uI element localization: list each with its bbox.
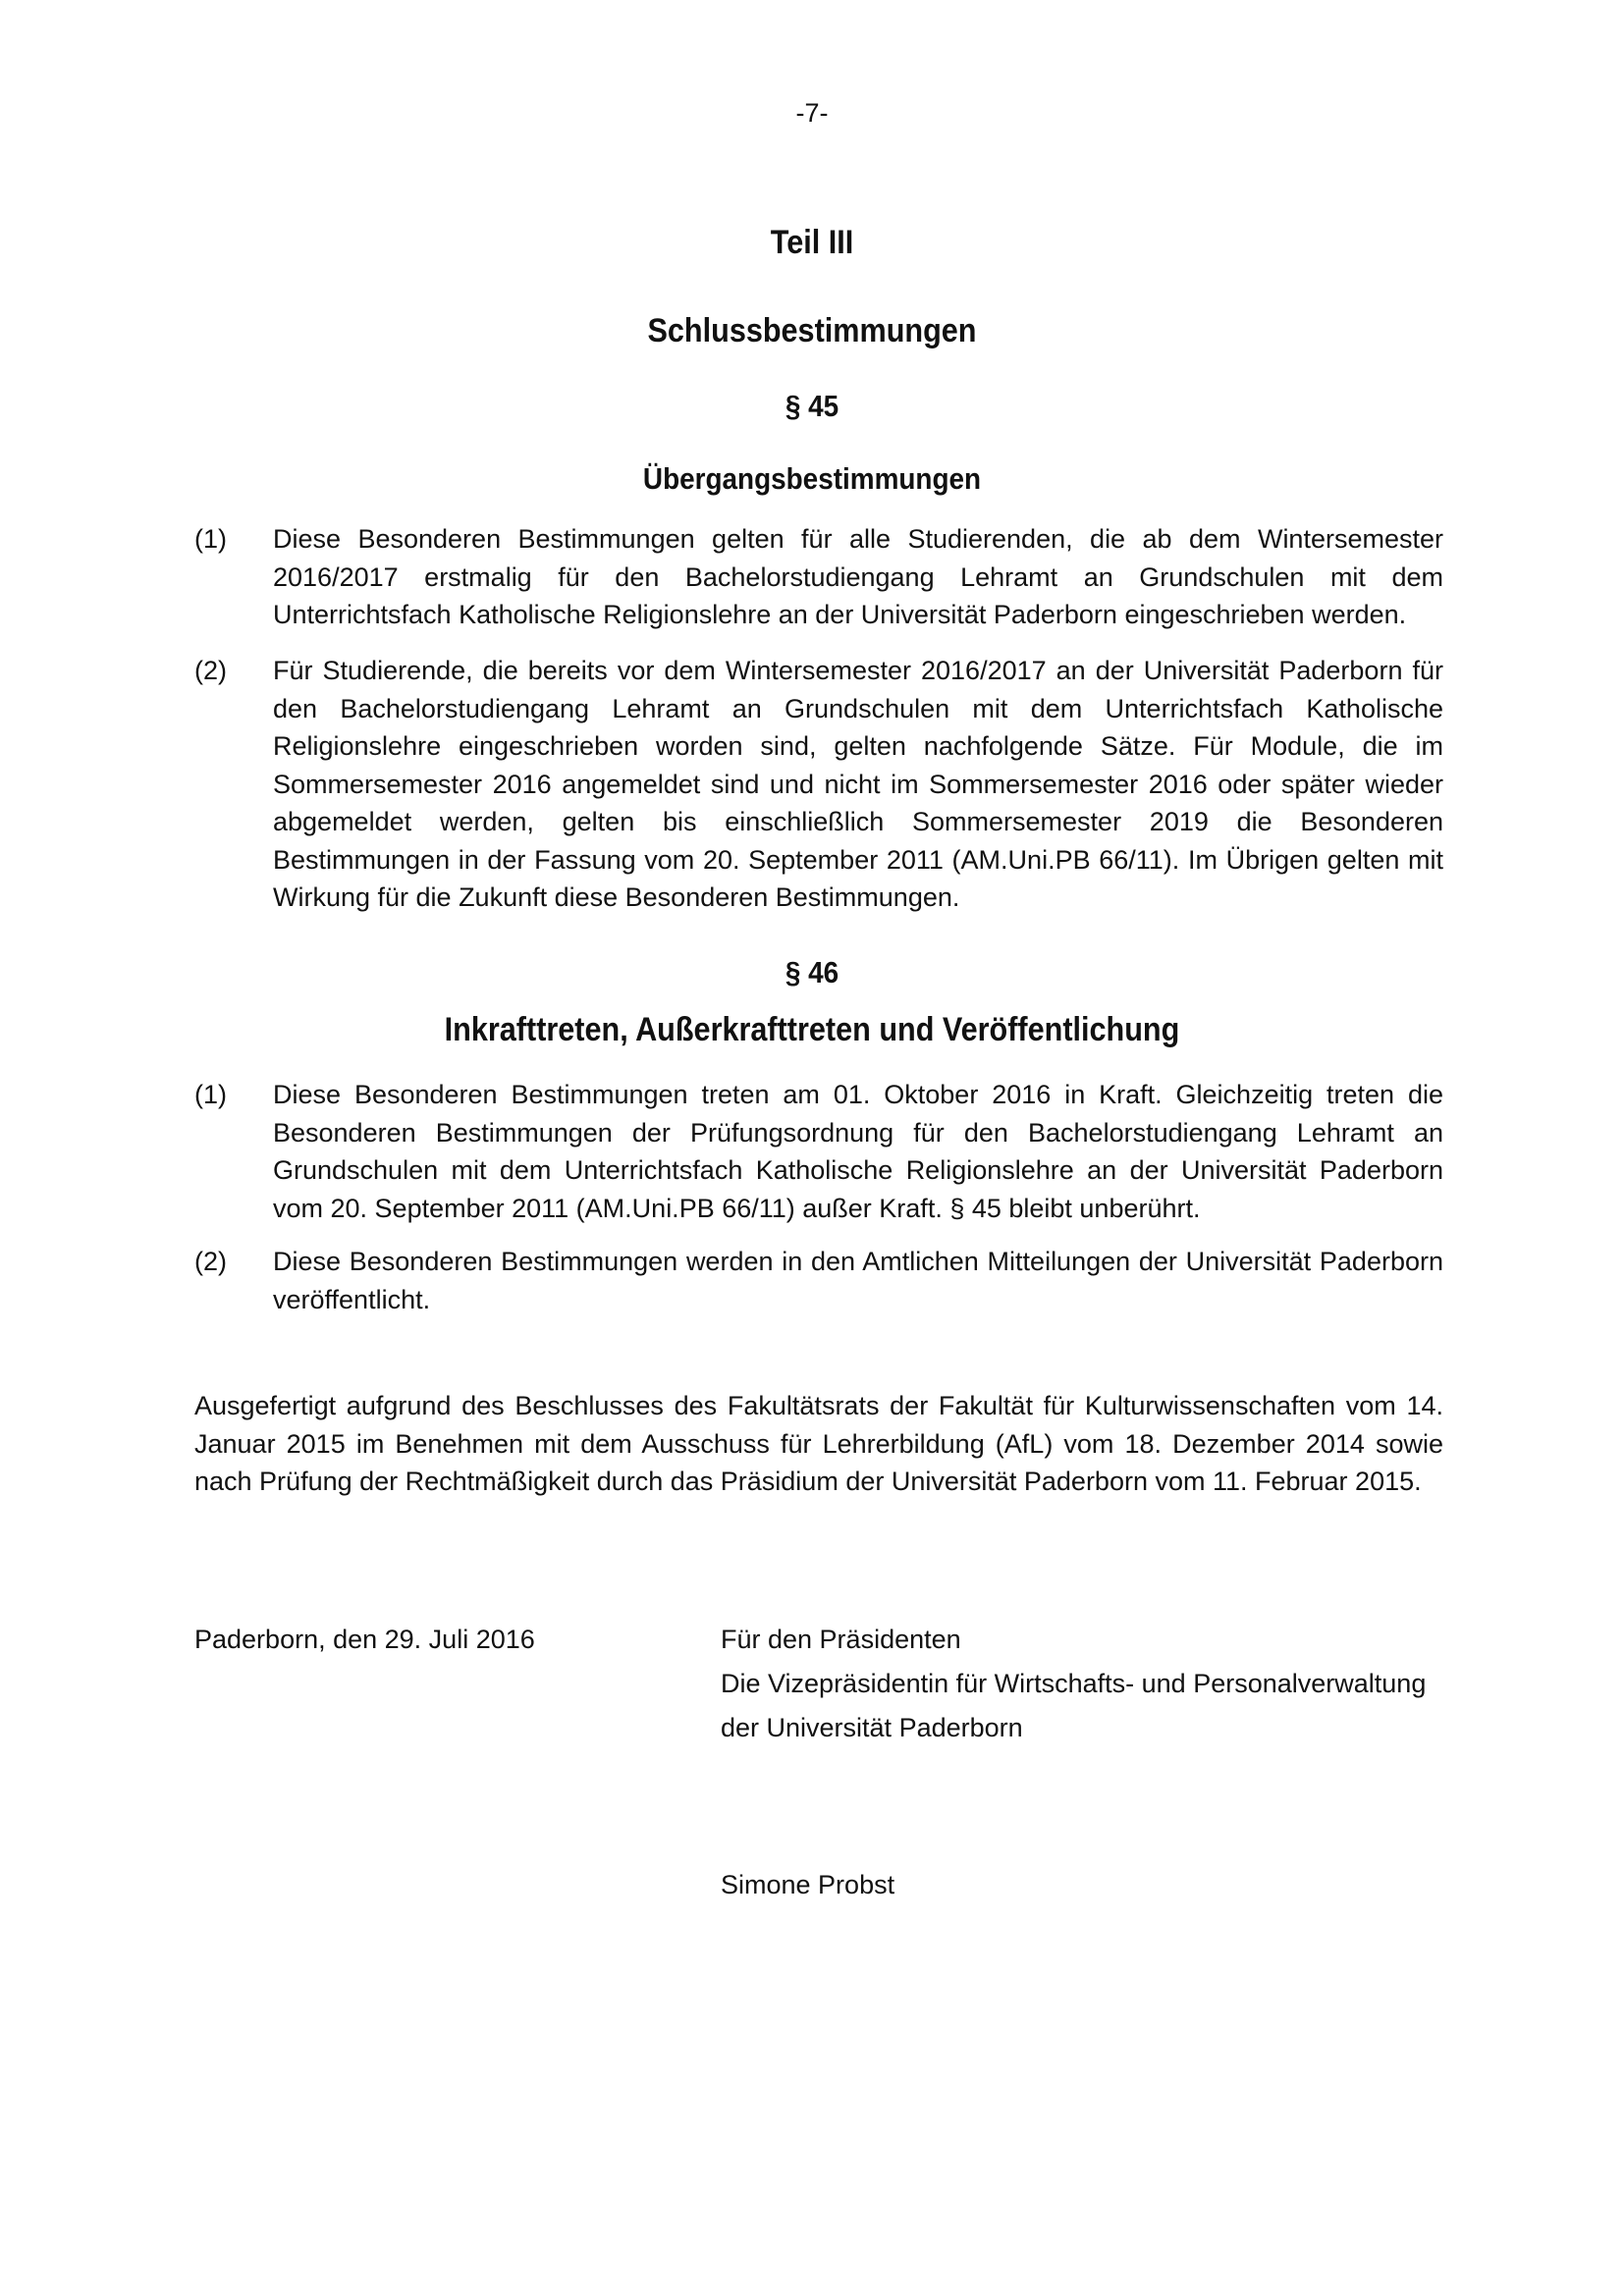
closing-statement: Ausgefertigt aufgrund des Beschlusses des Fakultätsrats der Fakultät für Kulturwissenschaften vom 14. Januar 2015 im Benehmen mit dem Ausschuss für Lehrerbildung (AfL) vom 18. Dezember 2014 sowie nach Prüfung der Rechtmäßigkeit durch das Präsidium der Universität Paderborn vom 11. Februar 2015. xyxy=(194,1391,1443,1496)
section-45-title: Übergangsbestimmungen xyxy=(642,461,982,496)
part-title: Schlussbestimmungen xyxy=(647,312,977,349)
section-46-paragraph-1 xyxy=(194,1076,1443,1227)
section-46-paragraph-2 xyxy=(194,1243,1443,1318)
part-heading: Teil III xyxy=(770,224,854,261)
paragraph-text: Diese Besonderen Bestimmungen gelten für alle Studierenden, die ab dem Wintersemester 2016/2017 erstmalig für den Bachelorstudiengang Lehramt an Grundschulen mit dem Unterrichtsfach Katholische Religionslehre an der Universität Paderborn eingeschrieben werden. xyxy=(273,524,1443,629)
page-number: -7- xyxy=(795,98,829,128)
paragraph-text: Diese Besonderen Bestimmungen werden in den Amtlichen Mitteilungen der Universität Paderborn veröffentlicht. xyxy=(273,1247,1443,1314)
section-45-number: § 45 xyxy=(785,389,839,423)
signoff-block xyxy=(721,1618,1426,1750)
signoff-line-2: Die Vizepräsidentin für Wirtschafts- und Personalverwaltung xyxy=(721,1669,1427,1698)
signoff-line-1: Für den Präsidenten xyxy=(721,1625,961,1654)
signoff-line-3: der Universität Paderborn xyxy=(721,1713,1023,1742)
section-45-paragraph-1 xyxy=(194,520,1443,634)
place-date: Paderborn, den 29. Juli 2016 xyxy=(194,1625,535,1654)
section-46-title: Inkrafttreten, Außerkrafttreten und Veröffentlichung xyxy=(444,1011,1180,1048)
section-46-number: § 46 xyxy=(785,955,839,989)
paragraph-number: (1) xyxy=(194,1080,227,1109)
section-45-paragraph-2 xyxy=(194,652,1443,917)
paragraph-number: (1) xyxy=(194,524,227,554)
paragraph-text: Für Studierende, die bereits vor dem Wintersemester 2016/2017 an der Universität Paderborn für den Bachelorstudiengang Lehramt an Grundschulen mit dem Unterrichtsfach Katholische Religionslehre eingeschrieben worden sind, gelten nachfolgende Sätze. Für Module, die im Sommersemester 2016 angemeldet sind und nicht im Sommersemester 2016 oder später wieder abgemeldet werden, gelten bis einschließlich Sommersemester 2019 die Besonderen Bestimmungen in der Fassung vom 20. September 2011 (AM.Uni.PB 66/11). Im Übrigen gelten mit Wirkung für die Zukunft diese Besonderen Bestimmungen. xyxy=(273,656,1443,912)
signatory-name: Simone Probst xyxy=(721,1870,895,1899)
paragraph-number: (2) xyxy=(194,1247,227,1276)
paragraph-text: Diese Besonderen Bestimmungen treten am 01. Oktober 2016 in Kraft. Gleichzeitig treten die Besonderen Bestimmungen der Prüfungsordnung für den Bachelorstudiengang Lehramt an Grundschulen mit dem Unterrichtsfach Katholische Religionslehre an der Universität Paderborn vom 20. September 2011 (AM.Uni.PB 66/11) außer Kraft. § 45 bleibt unberührt. xyxy=(273,1080,1443,1223)
paragraph-number: (2) xyxy=(194,656,227,685)
